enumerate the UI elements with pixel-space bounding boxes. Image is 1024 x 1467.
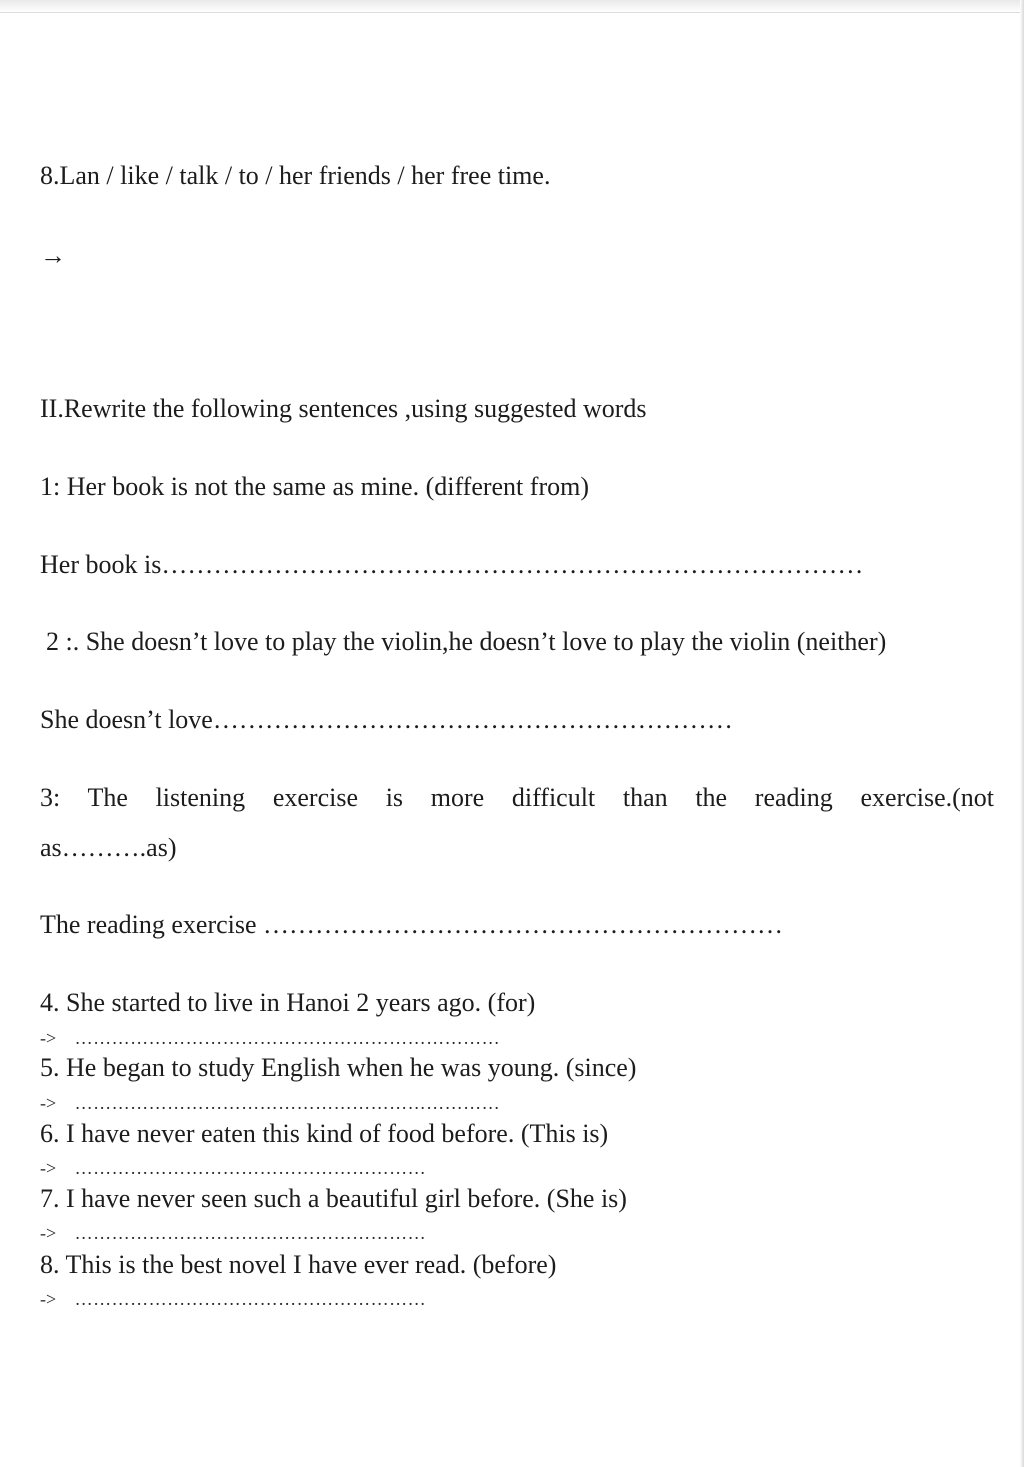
answer-dots: ………………………………………………… <box>74 1289 427 1309</box>
answer-line-1: Her book is……………………………………………………………………… <box>40 550 864 579</box>
question-3-line-1: 3: The listening exercise is more difficult than the reading exercise.(not <box>40 783 994 812</box>
answer-arrow-prefix: -> <box>40 1223 57 1243</box>
question-4: 4. She started to live in Hanoi 2 years ago. (for) <box>40 988 536 1017</box>
question-8: 8. This is the best novel I have ever read. (before) <box>40 1250 557 1279</box>
answer-arrow-prefix: -> <box>40 1158 57 1178</box>
question-1: 1: Her book is not the same as mine. (different from) <box>40 472 589 501</box>
answer-arrow-prefix: -> <box>40 1093 57 1113</box>
answer-line-3: The reading exercise …………………………………………………… <box>40 910 784 939</box>
question-5: 5. He began to study English when he was young. (since) <box>40 1053 637 1082</box>
question-6: 6. I have never eaten this kind of food before. (This is) <box>40 1119 609 1148</box>
question-3-line-2: as……….as) <box>40 833 177 862</box>
answer-arrow: → <box>40 241 66 270</box>
question-7: 7. I have never seen such a beautiful girl before. (She is) <box>40 1184 627 1213</box>
answer-line-8 <box>40 1289 426 1309</box>
answer-dots: ………………………………………………… <box>74 1223 427 1243</box>
page-right-edge <box>1020 0 1024 1467</box>
answer-dots: ………………………………………………… <box>74 1158 427 1178</box>
answer-line-2: She doesn’t love…………………………………………………… <box>40 705 733 734</box>
section-heading: II.Rewrite the following sentences ,using suggested words <box>40 394 647 423</box>
answer-arrow-prefix: -> <box>40 1289 57 1309</box>
answer-dots: …………………………………………………………… <box>74 1028 501 1048</box>
page-top-border <box>0 0 1024 13</box>
answer-dots: …………………………………………………………… <box>74 1093 501 1113</box>
question-2: 2 :. She doesn’t love to play the violin,he doesn’t love to play the violin (neither) <box>46 627 887 656</box>
answer-line-5 <box>40 1093 500 1113</box>
answer-line-7 <box>40 1223 426 1243</box>
answer-arrow-prefix: -> <box>40 1028 57 1048</box>
exercise-1-item-8: 8.Lan / like / talk / to / her friends / her free time. <box>40 161 551 190</box>
answer-line-4 <box>40 1028 500 1048</box>
answer-line-6 <box>40 1158 426 1178</box>
